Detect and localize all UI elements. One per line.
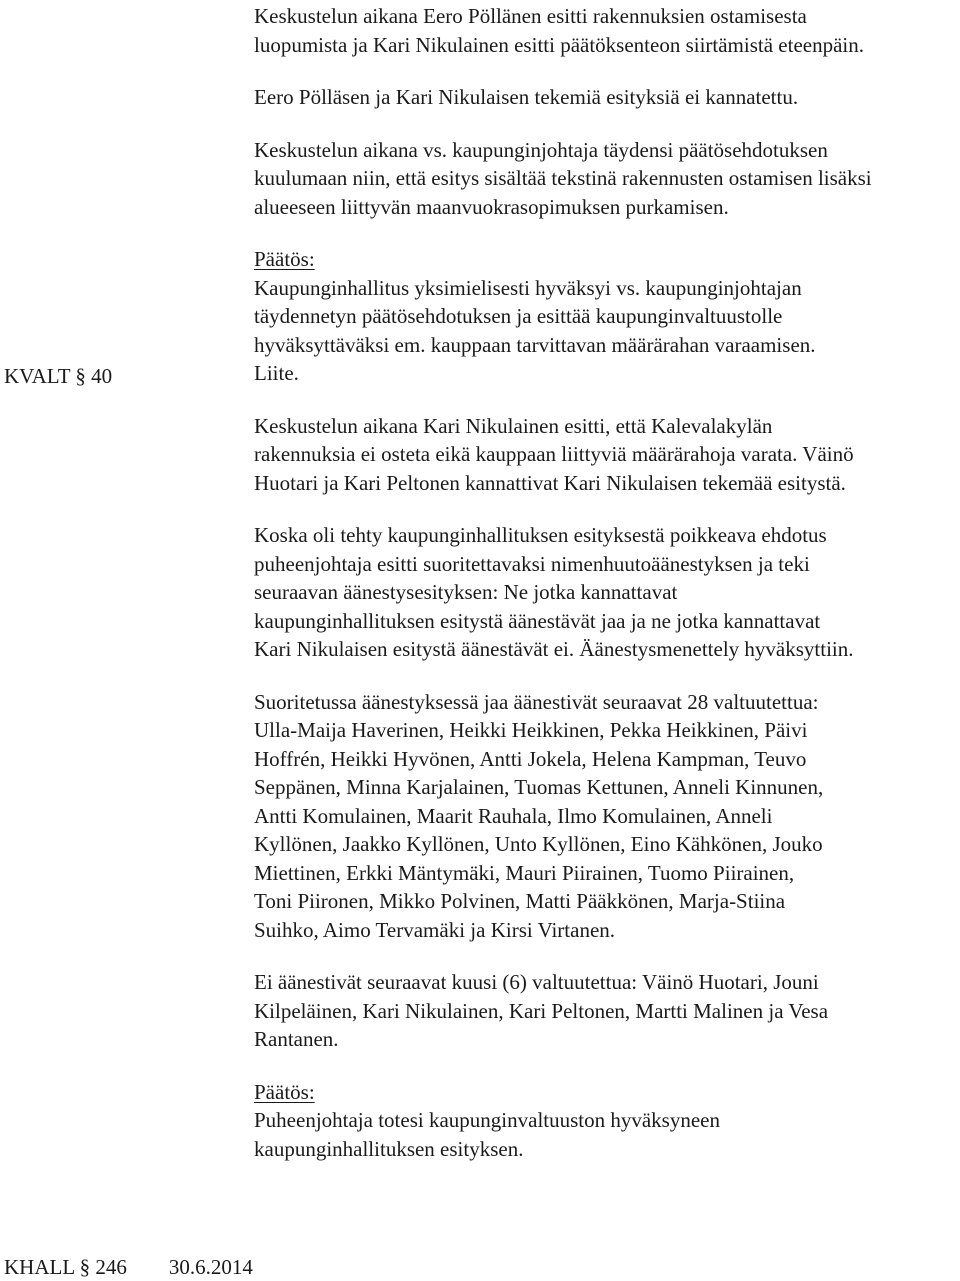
document-body — [254, 2, 954, 1187]
footer-reference — [4, 1254, 253, 1280]
decision-text: Puheenjohtaja totesi kaupunginvaltuuston hyväksyneen kaupunginhallituksen esityksen. — [254, 1108, 720, 1161]
paragraph-no-votes: Ei äänestivät seuraavat kuusi (6) valtuutettua: Väinö Huotari, Jouni Kilpeläinen, Kari Nikulainen, Kari Peltonen, Martti Malinen ja Vesa Rantanen. — [254, 970, 829, 1051]
paragraph-counter-proposal: Keskustelun aikana Kari Nikulainen esitti, että Kalevalakylän rakennuksia ei osteta eikä kauppaan liittyviä määrärahoja varata. Väinö Huotari ja Kari Peltonen kannattivat Kari Nikulaisen tekemää esitystä. — [254, 413, 854, 495]
paragraph-proposals-not-seconded: Eero Pölläsen ja Kari Nikulaisen tekemiä esityksiä ei kannatettu. — [254, 85, 799, 109]
footer-section-ref: KHALL § 246 — [4, 1255, 127, 1279]
section-reference: KVALT § 40 — [4, 364, 113, 388]
decision-label: Päätös: — [254, 1079, 315, 1104]
decision-label: Päätös: — [254, 247, 315, 271]
decision-text: Kaupunginhallitus yksimielisesti hyväksyi vs. kaupunginjohtajan täydennetyn päätösehdotuksen ja esittää kaupunginvaltuustolle hyväksyttäväksi em. kauppaan tarvittavan määrärahan varaamisen. Liite. — [254, 275, 816, 385]
paragraph-vote-procedure: Koska oli tehty kaupunginhallituksen esityksestä poikkeava ehdotus puheenjohtaja esitti suoritettavaksi nimenhuutoäänestyksen ja teki seuraavan äänestysesityksen: Ne jotka kannattavat kaupunginhallituksen esitystä äänestävät jaa ja ne jotka kannattavat Kari Nikulaisen esitystä äänestävät ei. Äänestysmenettely hyväksyttiin. — [254, 523, 854, 661]
footer-date: 30.6.2014 — [168, 1255, 253, 1279]
paragraph-discussion-proposals: Keskustelun aikana Eero Pöllänen esitti rakennuksien ostamisesta luopumista ja Kari Nikulainen esitti päätöksenteon siirtämistä eteenpäin. — [254, 4, 865, 57]
paragraph-yes-votes: Suoritetussa äänestyksessä jaa äänestivät seuraavat 28 valtuutettua: Ulla-Maija Haverinen, Heikki Heikkinen, Pekka Heikkinen, Päivi Hoffrén, Heikki Hyvönen, Antti Jokela, Helena Kampman, Teuvo Seppänen, Minna Karjalainen, Tuomas Kettunen, Anneli Kinnunen, Antti Komulainen, Maarit Rauhala, Ilmo Komulainen, Anneli Kyllönen, Jaakko Kyllönen, Unto Kyllönen, Eino Kähkönen, Jouko Miettinen, Erkki Mäntymäki, Mauri Piirainen, Tuomo Piirainen, Toni Piironen, Mikko Polvinen, Matti Pääkkönen, Marja-Stiina Suihko, Aimo Tervamäki ja Kirsi Virtanen. — [254, 689, 824, 942]
paragraph-mayor-amendment: Keskustelun aikana vs. kaupunginjohtaja täydensi päätösehdotuksen kuulumaan niin, että esitys sisältää tekstinä rakennusten ostamisen lisäksi alueeseen liittyvän maanvuokrasopimuksen purkamisen. — [254, 137, 872, 219]
